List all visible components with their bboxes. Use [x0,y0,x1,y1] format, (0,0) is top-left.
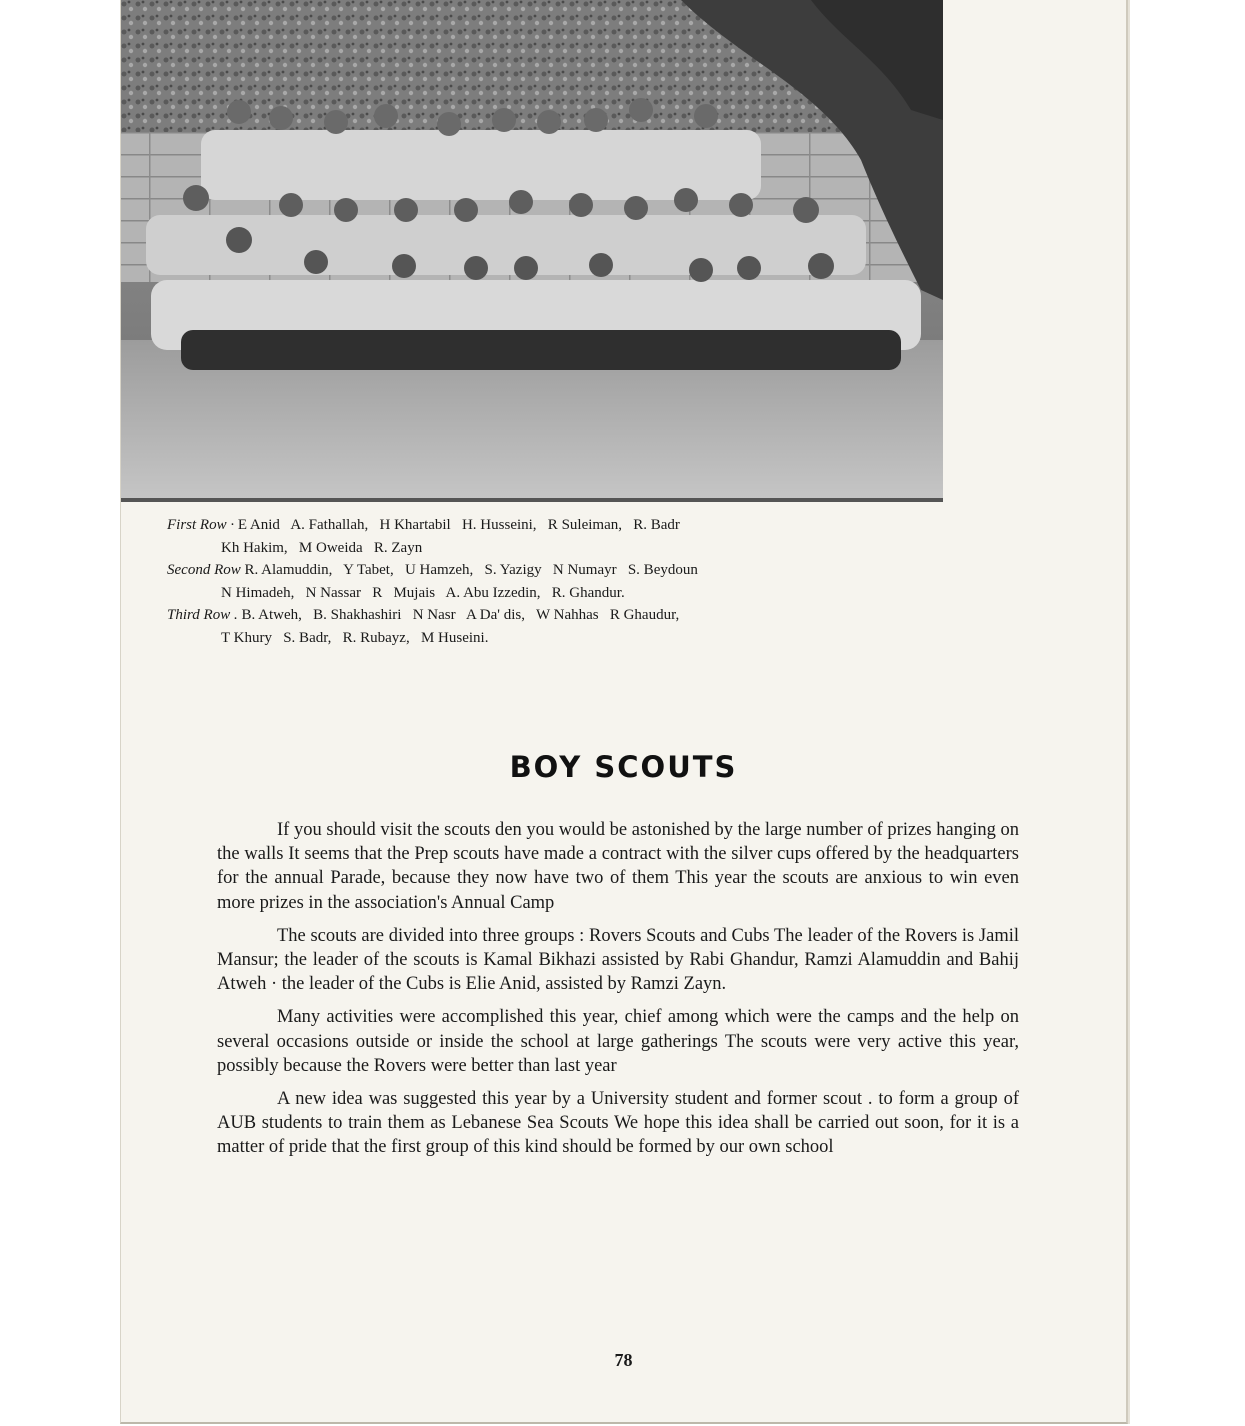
second-row-label: Second Row [167,562,241,578]
caption-first-row [167,514,907,537]
third-row-label: Third Row . [167,607,238,623]
page-title: BOY SCOUTS [509,750,738,784]
caption-third-row [167,604,907,627]
paragraph-2: The scouts are divided into three groups : Rovers Scouts and Cubs The leader of the Rovers is Jamil Mansur; the leader of the scouts is Kamal Bikhazi assisted by Rabi Ghandur, Ramzi Alamuddin and Bahij Atweh · the leader of the Cubs is Elie Anid, assisted by Ramzi Zayn. [217,925,1019,995]
article-body [217,818,1019,1169]
first-row-names-2: Kh Hakim, M Oweida R. Zayn [221,539,423,556]
third-row-names-2: T Khury S. Badr, R. Rubayz, M Huseini. [221,629,489,646]
second-row-names-1: R. Alamuddin, Y Tabet, U Hamzeh, S. Yazigy N Numayr S. Beydoun [244,562,698,578]
paragraph-3: Many activities were accomplished this year, chief among which were the camps and the help on several occasions outside or inside the school at large gatherings The scouts were very active this year, possibly because the Rovers were better than last year [217,1007,1019,1076]
photo-caption [167,514,907,649]
second-row-names-2: N Himadeh, N Nassar R Mujais A. Abu Izzedin, R. Ghandur. [221,584,625,601]
caption-second-row [167,559,907,582]
third-row-names-1: B. Atweh, B. Shakhashiri N Nasr A Da' dis, W Nahhas R Ghaudur, [241,607,680,623]
scouts-group-photo [121,0,943,502]
photo-illustration [121,0,943,502]
first-row-label: First Row · [167,517,235,533]
paragraph-1: If you should visit the scouts den you would be astonished by the large number of prizes hanging on the walls It seems that the Prep scouts have made a contract with the silver cups offered by the headquarters for the annual Parade, because they now have two of them This year the scouts are anxious to win even more prizes in the association's Annual Camp [217,820,1019,913]
page-number: 78 [614,1350,633,1370]
first-row-names-1: E Anid A. Fathallah, H Khartabil H. Husseini, R Suleiman, R. Badr [237,517,680,533]
paragraph-4: A new idea was suggested this year by a University student and former scout . to form a group of AUB students to train them as Lebanese Sea Scouts We hope this idea shall be carried out soon, for it is a matter of pride that the first group of this kind should be formed by our own school [217,1089,1019,1158]
yearbook-page [120,0,1128,1424]
